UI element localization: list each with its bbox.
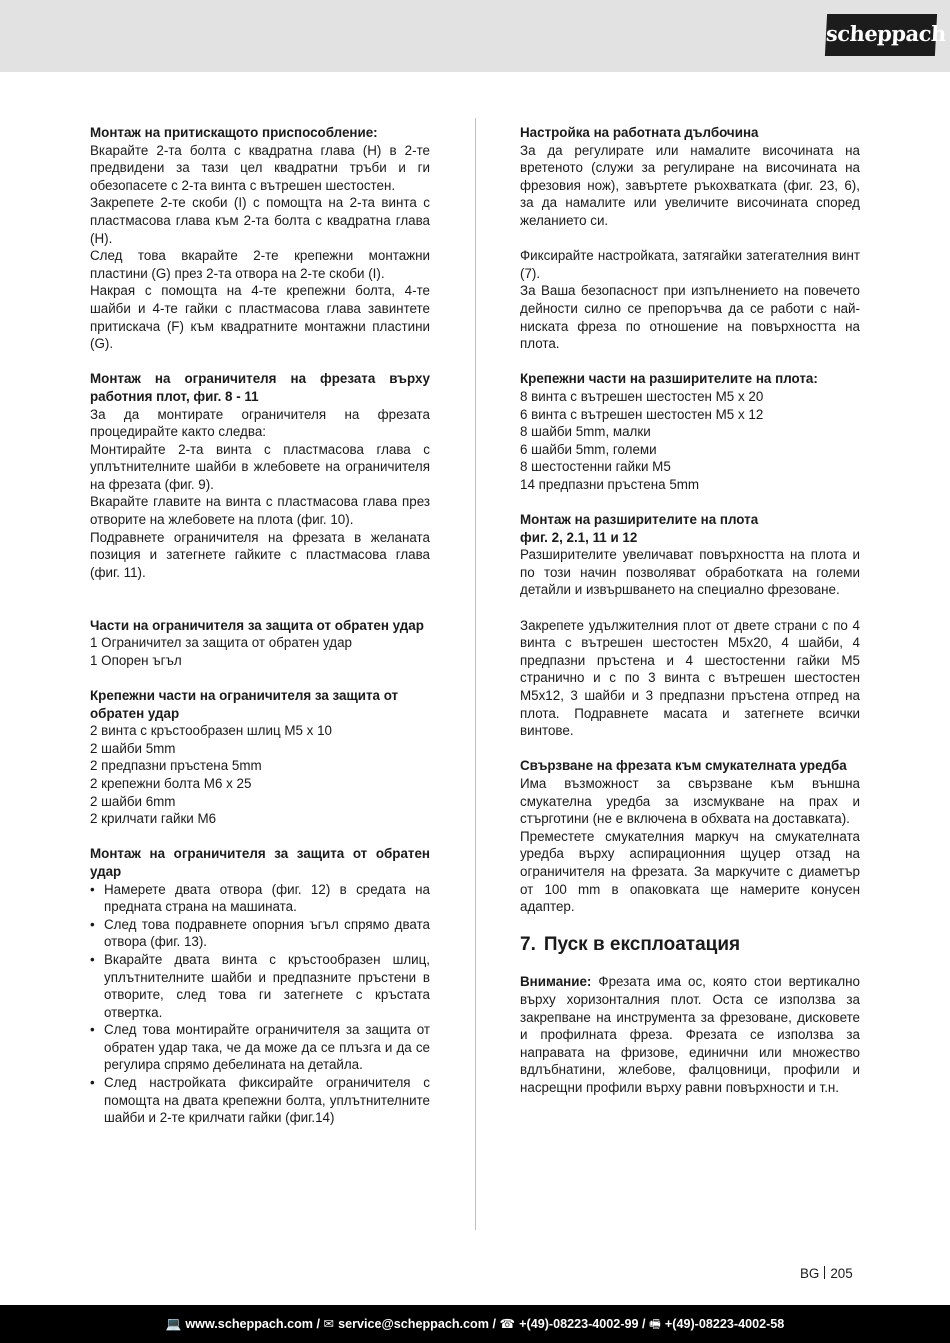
section-heading: Монтаж на притискащото приспособление:	[90, 125, 378, 140]
list-item: 2 шайби 6mm	[90, 793, 176, 809]
paragraph: След това вкарайте 2-те крепежни монтажни пластини (G) през 2-та отвора на 2-те скоби (I).	[90, 248, 430, 281]
paragraph: Закрепете удължителния плот от двете страни с по 4 винта с вътрешен шестостен M5x20, 4 шайби, 4 предпазни пръстена и 4 шестостенни гайки M5 странично и с по 3 винта с вътрешен шестостен M5x12, 3 шайби и 3 предпазни пръстена отпред на плота. Подравнете масата и затегнете всички винтове.	[520, 617, 860, 739]
bullet-item: • Намерете двата отвора (фиг. 12) в средата на предната страна на машината.	[90, 881, 430, 916]
bullet-list	[90, 881, 430, 1127]
kickback-fasteners-section	[90, 687, 430, 828]
section-heading: Крепежни части на ограничителя за защита от обратен удар	[90, 688, 399, 721]
extension-fasteners-section	[520, 370, 860, 493]
fax-icon: 🖷	[649, 1317, 661, 1331]
list-item: 8 шайби 5mm, малки	[520, 424, 651, 440]
press-device-section	[90, 124, 430, 353]
spacer	[520, 599, 860, 617]
list-item: 2 крилчати гайки M6	[90, 811, 217, 827]
list-item: 8 винта с вътрешен шестостен M5 x 20	[520, 388, 764, 404]
attention-text: Фрезата има ос, която стои вертикално върху хоризонталния плот. Оста се използва за закрепване на инструмента за фрезоване, дисковете и профилната фреза. Фрезата се използва за направата на фризове, единични или множество вдлъбнатини, жлебове, фалцовници, профили и насрещни профили върху равни повърхности и т.н.	[520, 974, 860, 1095]
list-item: 2 предпазни пръстена 5mm	[90, 758, 262, 774]
kickback-parts-section	[90, 617, 430, 670]
list-item: 8 шестостенни гайки M5	[520, 459, 671, 475]
page-number-value: 205	[830, 1266, 853, 1281]
paragraph: Вкарайте 2-та болта с квадратна глава (H) в 2-те предвидени за тази цел квадратни тръби и ги обезопасете с 2-та винта с вътрешен шестостен.	[90, 142, 430, 193]
paragraph: Накрая с помощта на 4-те крепежни болта, 4-те шайби и 4-те гайки с пластмасова глава завинтете притискача (F) към квадратните монтажни пластини (G).	[90, 283, 430, 352]
bullet-item: • След настройката фиксирайте ограничителя с помощта на двата крепежни болта, уплътнителните шайби и 2-те крилчати гайки (фиг.14)	[90, 1074, 430, 1127]
column-divider	[475, 118, 476, 1230]
paragraph: За да монтирате ограничителя на фрезата процедирайте както следва:	[90, 406, 430, 440]
list-item: 14 предпазни пръстена 5mm	[520, 476, 700, 492]
dust-extraction-section	[520, 757, 860, 915]
list-item: 6 винта с вътрешен шестостен M5 x 12	[520, 406, 764, 422]
section-heading: Крепежни части на разширителите на плота:	[520, 371, 818, 387]
fence-mount-section	[90, 370, 430, 581]
spacer	[520, 230, 860, 248]
separator	[824, 1266, 825, 1279]
chapter-heading	[520, 933, 860, 957]
section-heading: Свързване на фрезата към смукателната уредба	[520, 758, 847, 774]
paragraph: Монтирайте 2-та винта с пластмасова глава с уплътнителните шайби в жлебовете на ограничителя на фрезата (фиг. 9).	[90, 441, 430, 492]
brand-logo: scheppach	[825, 14, 937, 56]
page-number	[800, 1265, 853, 1283]
footer-contact-bar	[0, 1305, 950, 1343]
section-heading: Части на ограничителя за защита от обратен удар	[90, 617, 424, 633]
list-item: 2 шайби 5mm	[90, 740, 176, 756]
paragraph: Подравнете ограничителя на фрезата в желаната позиция и затегнете гайките с пластмасова глава (фиг. 11).	[90, 529, 430, 580]
paragraph: Вкарайте главите на винта с пластмасова глава през отворите на жлебовете на плота (фиг. 10).	[90, 494, 430, 528]
spacer	[90, 599, 430, 617]
right-column	[520, 124, 860, 1096]
working-depth-section	[520, 124, 860, 353]
phone-icon: ☎	[499, 1317, 516, 1331]
section-heading: Монтаж на ограничителя за защита от обратен удар	[90, 846, 430, 879]
attention-label: Внимание:	[520, 974, 592, 990]
section-subheading: фиг. 2, 2.1, 11 и 12	[520, 529, 638, 545]
bullet-item: • Вкарайте двата винта с кръстообразен шлиц, уплътнителните шайби и предпазните пръстени в отворите, след това ги затегнете с кръстата отвертка.	[90, 951, 430, 1021]
paragraph: Има възможност за свързване към външна смукателна уредба за изсмукване на прах и стърготини (не е включена в обхвата на доставката).	[520, 775, 860, 827]
paragraph: Фиксирайте настройката, затягайки затегателния винт (7).	[520, 248, 860, 281]
email-link[interactable]: service@scheppach.com /	[338, 1317, 496, 1331]
fax-number: +(49)-08223-4002-58	[664, 1317, 785, 1331]
section-heading: Монтаж на разширителите на плота	[520, 512, 759, 528]
list-item: 1 Опорен ъгъл	[90, 652, 182, 668]
kickback-mount-section	[90, 845, 430, 1127]
chapter-title: Пуск в експлоатация	[543, 934, 741, 956]
list-item: 2 винта с кръстообразен шлиц M5 x 10	[90, 723, 332, 739]
paragraph: За да регулирате или намалите височината на вретеното (служи за регулиране на височината на фрезовия нож), завъртете ръкохватката (фиг. 23, 6), за да намалите или увеличите височината според желанието си.	[520, 142, 860, 228]
attention-paragraph	[520, 973, 860, 1096]
list-item: 1 Ограничител за защита от обратен удар	[90, 635, 352, 651]
computer-icon: 💻	[165, 1317, 182, 1331]
bullet-item: • След това подравнете опорния ъгъл спрямо двата отвора (фиг. 13).	[90, 916, 430, 951]
section-heading: Настройка на работната дълбочина	[520, 125, 759, 140]
language-code: BG	[800, 1266, 820, 1281]
extension-mount-section	[520, 511, 860, 740]
envelope-icon: ✉	[323, 1317, 335, 1331]
list-item: 6 шайби 5mm, големи	[520, 441, 657, 457]
paragraph: Преместете смукателния маркуч на смукателната уредба върху аспирационния щуцер отзад на ограничителя на фрезата. За маркучите с диаметър от 100 mm в опаковката ще намерите конусен адаптер.	[520, 828, 860, 915]
left-column	[90, 124, 430, 1144]
list-item: 2 крепежни болта M6 x 25	[90, 775, 252, 791]
paragraph: За Ваша безопасност при изпълнението на повечето дейности силно се препоръчва да се работи с най-ниската фреза по отношение на повърхността на плота.	[520, 283, 860, 352]
chapter-number: 7.	[520, 934, 536, 956]
header-band	[0, 0, 950, 72]
paragraph: Разширителите увеличават повърхността на плота и по този начин позволяват обработката на големи детайли и извършването на специално фрезоване.	[520, 547, 860, 598]
bullet-item: • След това монтирайте ограничителя за защита от обратен удар така, че да може да се плъзга и да се регулира спрямо дебелината на детайла.	[90, 1021, 430, 1074]
paragraph: Закрепете 2-те скоби (I) с помощта на 2-та винта с пластмасова глава към 2-та болта с квадратна глава (H).	[90, 195, 430, 246]
website-link[interactable]: www.scheppach.com /	[185, 1317, 320, 1331]
section-heading: Монтаж на ограничителя на фрезата върху работния плот, фиг. 8 - 11	[90, 371, 430, 404]
phone-number: +(49)-08223-4002-99 /	[519, 1317, 646, 1331]
